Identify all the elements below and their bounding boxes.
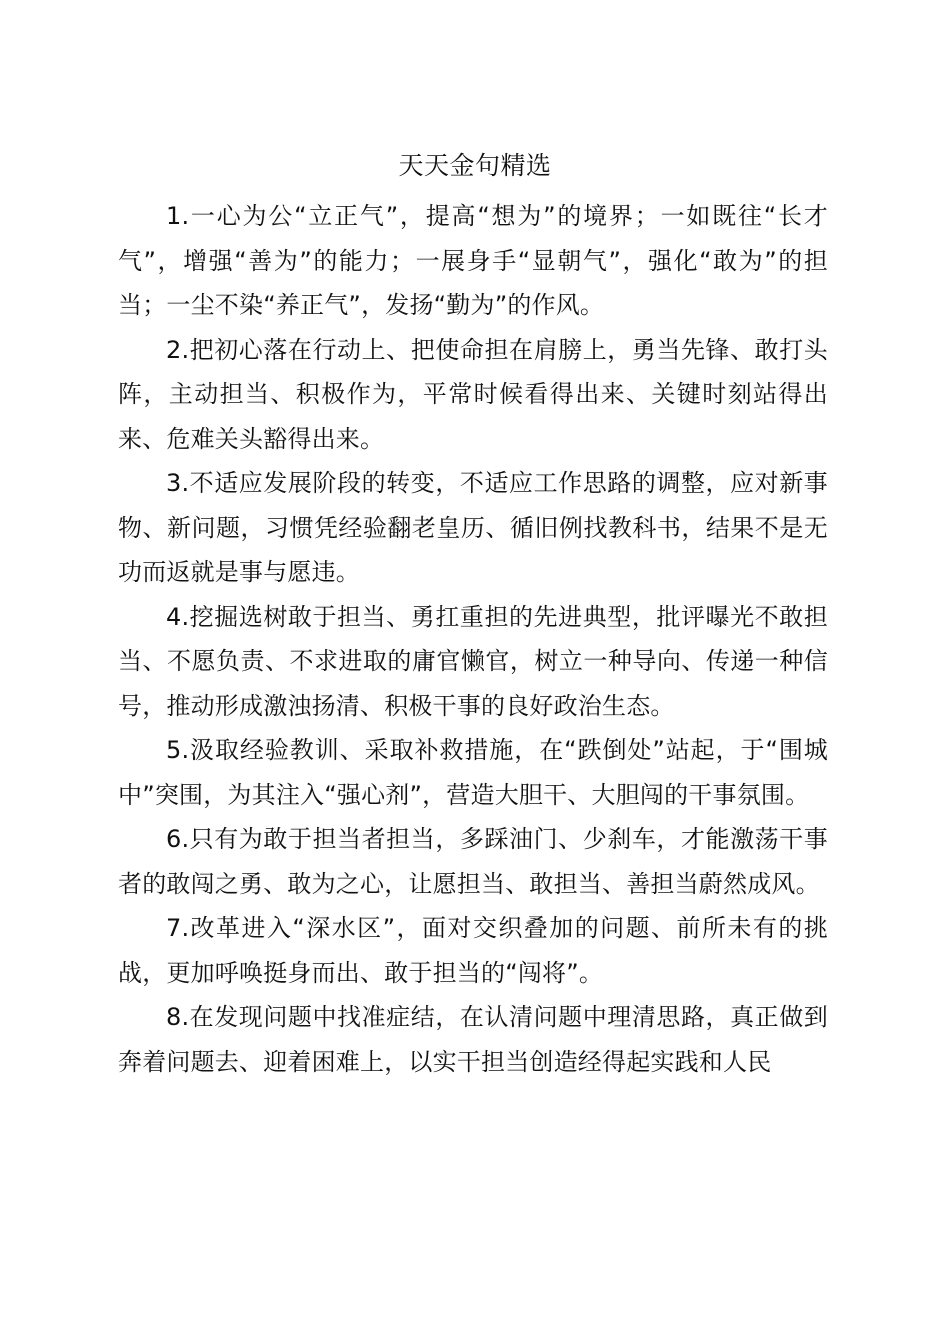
paragraph-3: 3.不适应发展阶段的转变，不适应工作思路的调整，应对新事物、新问题，习惯凭经验翻老皇历、循旧例找教科书，结果不是无功而返就是事与愿违。 [118,469,828,586]
paragraph-1: 1.一心为公“立正气”，提高“想为”的境界；一如既往“长才气”，增强“善为”的能力；一展身手“显朝气”，强化“敢为”的担当；一尘不染“养正气”，发扬“勤为”的作风。 [118,202,828,319]
paragraph-8: 8.在发现问题中找准症结，在认清问题中理清思路，真正做到奔着问题去、迎着困难上，以实干担当创造经得起实践和人民 [118,1003,828,1076]
paragraph-6: 6.只有为敢于担当者担当，多踩油门、少刹车，才能激荡干事者的敢闯之勇、敢为之心，让愿担当、敢担当、善担当蔚然成风。 [118,825,828,898]
paragraph-4: 4.挖掘选树敢于担当、勇扛重担的先进典型，批评曝光不敢担当、不愿负责、不求进取的庸官懒官，树立一种导向、传递一种信号，推动形成激浊扬清、积极干事的良好政治生态。 [118,602,828,720]
document-body [118,194,828,1084]
paragraph-7: 7.改革进入“深水区”，面对交织叠加的问题、前所未有的挑战，更加呼唤挺身而出、敢于担当的“闯将”。 [118,914,828,987]
paragraph-5: 5.汲取经验教训、采取补救措施，在“跌倒处”站起，于“围城中”突围，为其注入“强心剂”，营造大胆干、大胆闯的干事氛围。 [118,736,828,809]
paragraph-2: 2.把初心落在行动上、把使命担在肩膀上，勇当先锋、敢打头阵，主动担当、积极作为，平常时候看得出来、关键时刻站得出来、危难关头豁得出来。 [118,335,828,453]
document-title: 天天金句精选 [398,151,552,180]
